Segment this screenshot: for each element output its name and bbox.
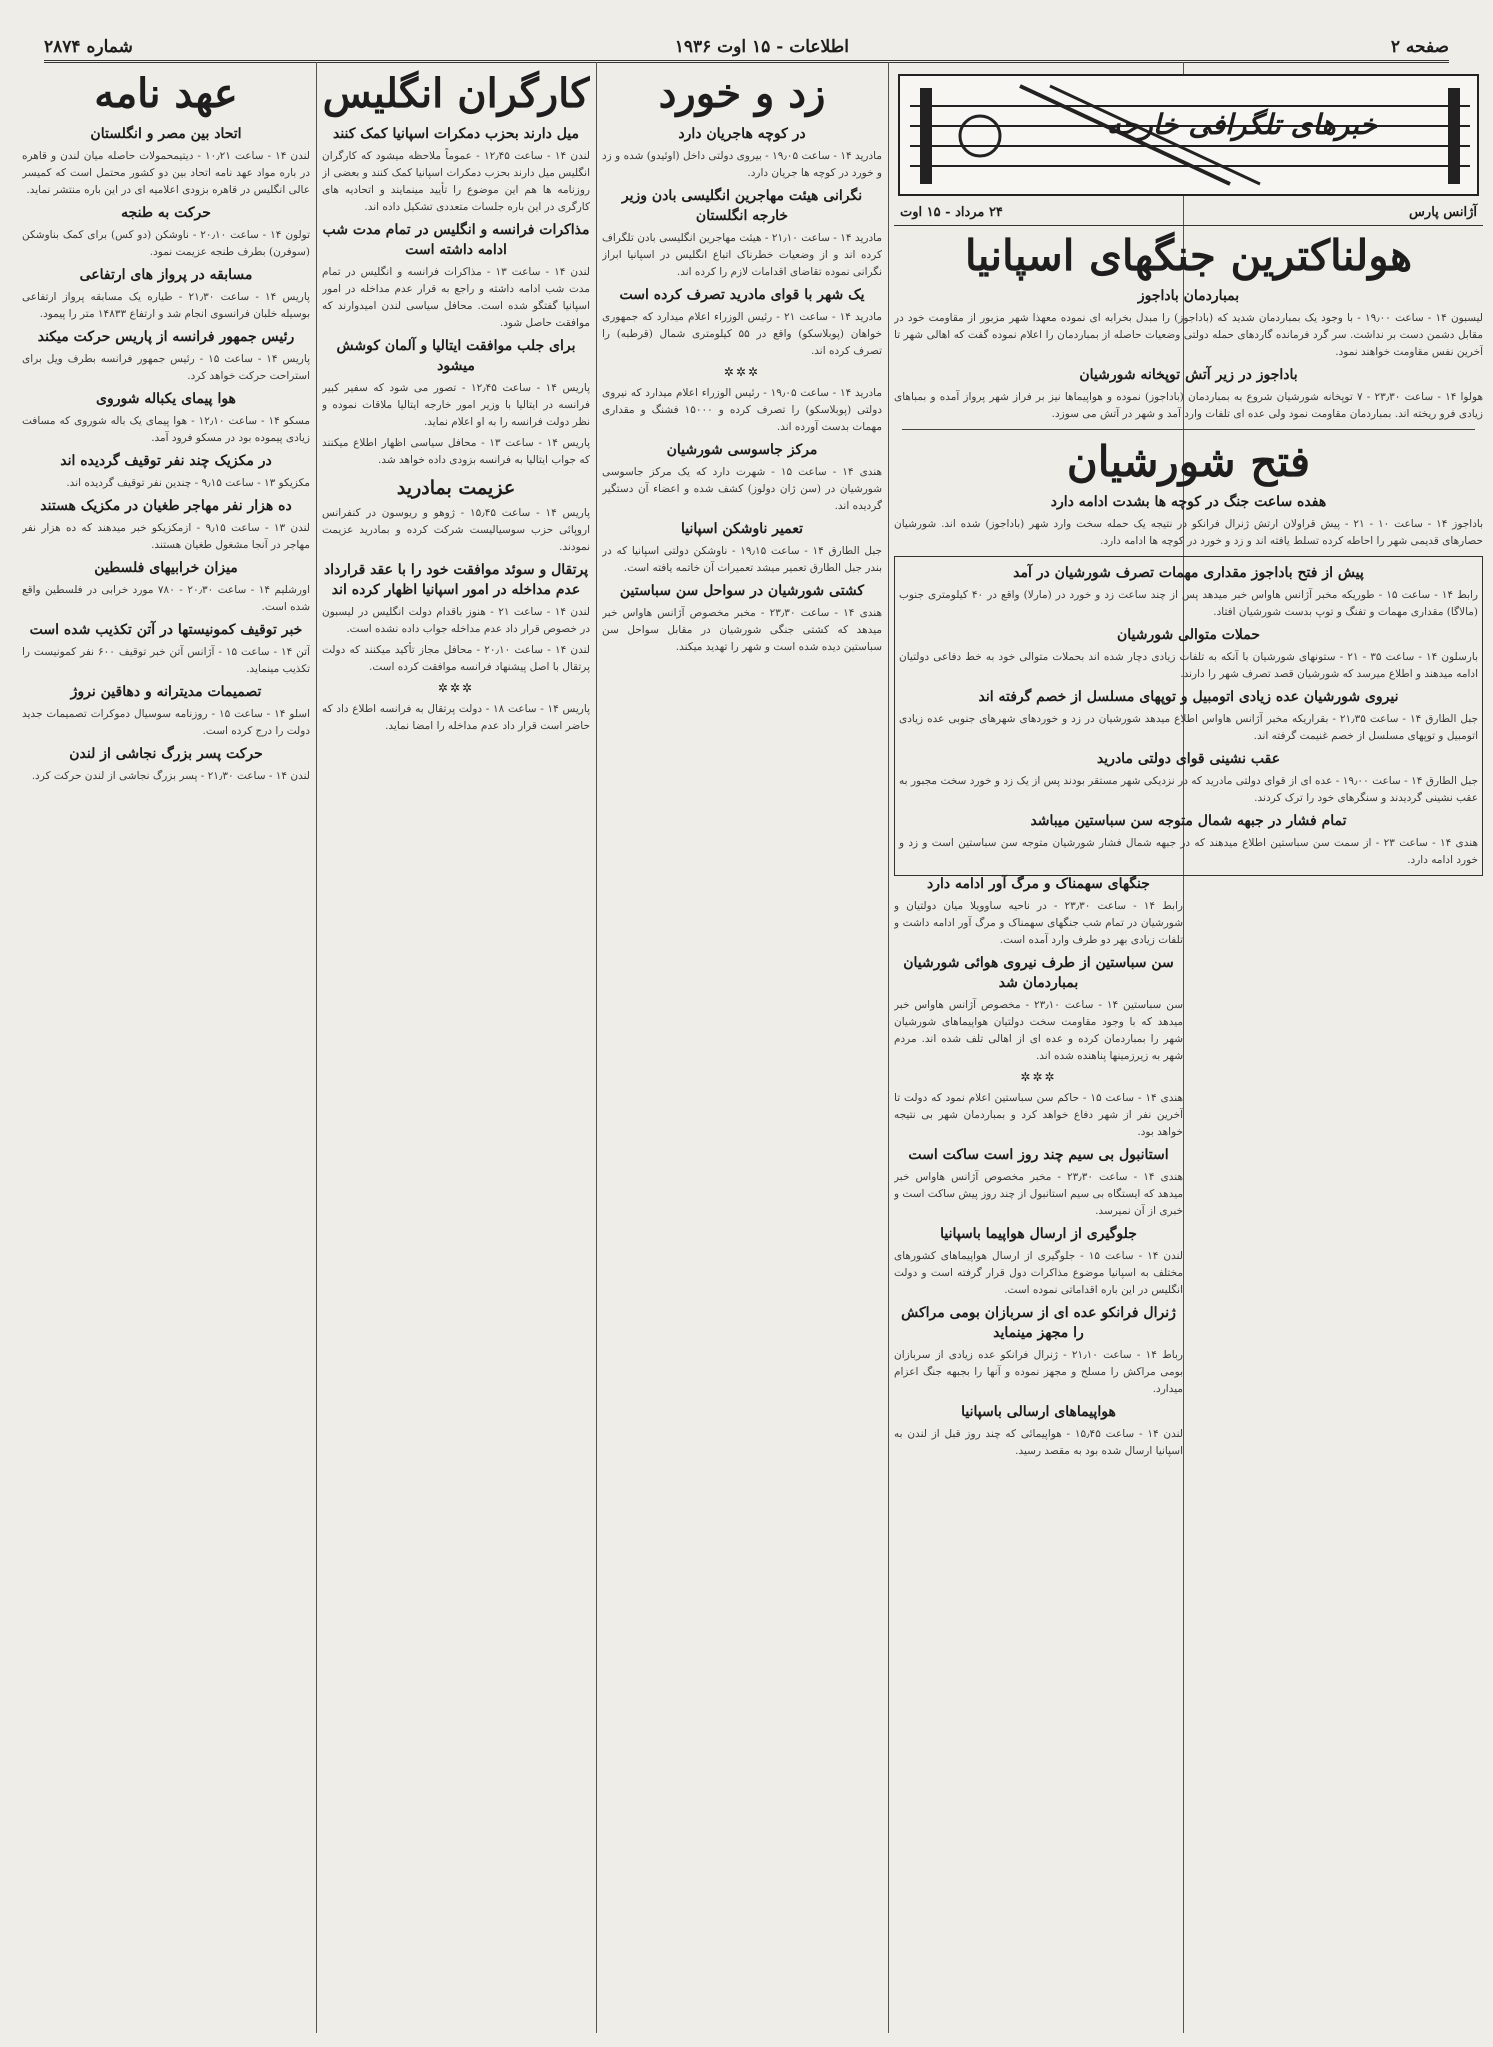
headline-clash: زد و خورد <box>658 70 826 117</box>
subheadline: حملات متوالی شورشیان <box>1116 627 1261 643</box>
subheadline: مسابقه در پرواز های ارتفاعی <box>79 267 253 283</box>
subheadline: استانبول بی سیم چند روز است ساکت است <box>908 1147 1169 1163</box>
column-5 <box>22 68 310 2033</box>
subheadline: تمام فشار در جبهه شمال متوجه سن سباستین میباشد <box>1030 813 1347 829</box>
subheadline: نگرانی هیئت مهاجرین انگلیسی بادن وزیر خارجه انگلستان <box>621 188 863 224</box>
subheadline: پرتقال و سوئد موافقت خود را با عقد قرارداد عدم مداخله در امور اسپانیا اظهار کرده اند <box>323 562 589 598</box>
subheadline: عزیمت بمادرید <box>396 477 516 499</box>
subheadline: جنگهای سهمناک و مرگ آور ادامه دارد <box>927 876 1150 892</box>
divider <box>902 429 1475 430</box>
subheadline: در مکزیک چند نفر توقیف گردیده اند <box>60 453 272 469</box>
headline-victory: فتح شورشیان <box>1066 437 1311 486</box>
article-body: اورشلیم ۱۴ - ساعت ۲۰٫۳۰ - ۷۸۰ مورد خرابی در فلسطین واقع شده است. <box>22 584 310 613</box>
subheadline: خبر توقیف کمونیستها در آتن تکذیب شده است <box>29 622 303 638</box>
subheadline: تعمیر ناوشکن اسپانیا <box>681 521 803 537</box>
article-body: سن سباستین ۱۴ - ساعت ۲۳٫۱۰ - مخصوص آژانس هاواس خبر میدهد که با وجود مقاومت سخت دولتیان هواپیماهای شورشیان شهر را بمباردمان کرده و عده ای از اهالی تلف شده اند. مردم شهر به زیرزمینها پناهنده شده اند. <box>894 999 1183 1062</box>
article-body: مادرید ۱۴ - ساعت ۲۱ - رئیس الوزراء اعلام میدارد که جمهوری خواهان (پوبلاسکو) واقع در ۵۵ کیلومتری شمال (قرطبه) را تصرف کرده اند. <box>602 311 882 357</box>
article-body: تولون ۱۴ - ساعت ۲۰٫۱۰ - ناوشکن (دو کس) برای کمک بناوشکن (سوفرن) بطرف طنجه عزیمت نمود. <box>22 229 310 258</box>
subheadline: سن سباستین از طرف نیروی هوائی شورشیان بمباردمان شد <box>903 955 1174 991</box>
article-body: باداجوز ۱۴ - ساعت ۱۰ - ۲۱ - پیش قراولان ارتش ژنرال فرانکو در نتیجه یک حمله سخت وارد شهر (باداجوز) شده اند. شورشیان حصارهای قدیمی شهر را احاطه کرده تسلط یافته اند و زد و خورد در کوچه ها ادامه دارد. <box>894 518 1483 547</box>
article-body: هندی ۱۴ - ساعت ۲۳٫۳۰ - مخبر مخصوص آژانس هاواس خبر میدهد که ایستگاه بی سیم استانبول از چند روز پیش ساکت است و خبری از آن نمیرسد. <box>894 1171 1183 1217</box>
article-body: لندن ۱۳ - ساعت ۹٫۱۵ - ازمکزیکو خبر میدهند که ده هزار نفر مهاجر در آنجا مشغول طغیان هستند. <box>22 522 310 551</box>
article-body: آتن ۱۴ - ساعت ۱۵ - آژانس آتن خبر توقیف ۶۰۰ نفر کمونیست را تکذیب مینماید. <box>22 646 310 675</box>
article-body: هندی ۱۴ - ساعت ۱۵ - حاکم سن سباستین اعلام نمود که دولت تا آخرین نفر از شهر دفاع خواهد کرد و بمباردمان شهر بی نتیجه خواهد بود. <box>894 1092 1183 1138</box>
article-body: لندن ۱۴ - ساعت ۱۵ - جلوگیری از ارسال هواپیماهای کشورهای مختلف به اسپانیا موضوع مذاکرات دول قرار گرفته است و دولت انگلیس در این باره اقداماتی نموده است. <box>894 1250 1183 1296</box>
article-body: پاریس ۱۴ - ساعت ۱۳ - محافل سیاسی اظهار اطلاع میکنند که جواب ایتالیا به فرانسه بزودی داده خواهد شد. <box>322 437 590 466</box>
subheadline: نیروی شورشیان عده زیادی اتومبیل و توپهای مسلسل از خصم گرفته اند <box>978 689 1399 705</box>
issue-number: شماره ۲۸۷۴ <box>44 37 133 57</box>
column-4 <box>322 68 590 2033</box>
subheadline: هفده ساعت جنگ در کوچه ها بشدت ادامه دارد <box>1050 494 1327 510</box>
article-body: جبل الطارق ۱۴ - ساعت ۱۹٫۱۵ - ناوشکن دولتی اسپانیا که در بندر جبل الطارق تعمیر میشد تعمیرات آن خاتمه یافته است. <box>602 545 882 574</box>
subheadline: هوا پیمای یکباله شوروی <box>96 391 236 407</box>
subheadline: هواپیماهای ارسالی باسپانیا <box>961 1404 1116 1420</box>
article-body: رابط ۱۴ - ساعت ۲۳٫۳۰ - در ناحیه ساوویلا میان دولتیان و شورشیان در تمام شب جنگهای سهمناک و مرگ آور ادامه داشت و تلفات زیادی بهر دو طرف وارد آمده است. <box>894 900 1183 946</box>
subheadline: میل دارند بحزب دمکرات اسپانیا کمک کنند <box>332 126 580 142</box>
column-2 <box>894 870 1183 2033</box>
subheadline: حرکت به طنجه <box>121 205 211 221</box>
issue-date: اطلاعات - ۱۵ اوت ۱۹۳۶ <box>674 37 849 57</box>
article-body: اسلو ۱۴ - ساعت ۱۵ - روزنامه سوسیال دموکرات تصمیمات جدید دولت را درج کرده است. <box>22 708 310 737</box>
subheadline: در کوچه هاجریان دارد <box>678 126 806 142</box>
dateline <box>894 204 1483 226</box>
article-body: مادرید ۱۴ - ساعت ۲۱٫۱۰ - هیئت مهاجرین انگلیسی بادن تلگراف کرده اند و از وضعیات خطرناک اتباع انگلیس در اسپانیا ابراز نگرانی نموده تقاضای اقدامات لازم را کرده اند. <box>602 232 882 278</box>
subheadline: ژنرال فرانکو عده ای از سربازان بومی مراکش را مجهز مینماید <box>901 1305 1176 1341</box>
column-rule <box>888 62 889 2033</box>
subheadline: میزان خرابیهای فلسطین <box>94 560 238 576</box>
article-body: مسکو ۱۴ - ساعت ۱۲٫۱۰ - هوا پیمای یک باله شوروی که مسافت زیادی پیموده بود در مسکو فرود آمد. <box>22 415 310 444</box>
separator-stars: ✲✲✲ <box>437 681 475 695</box>
article-body: لندن ۱۴ - ساعت ۱۳ - مذاکرات فرانسه و انگلیس در تمام مدت شب ادامه داشته و راجع به قرار عدم مداخله در امور اسپانیا گفتگو شده است. محافل سیاسی لندن امیدوارند که موافقت حاصل شود. <box>322 266 590 329</box>
subheadline: حرکت پسر بزرگ نجاشی از لندن <box>69 746 263 762</box>
subheadline: ده هزار نفر مهاجر طغیان در مکزیک هستند <box>40 498 292 514</box>
telegram-news-logo <box>898 74 1479 196</box>
article-body: لندن ۱۴ - ساعت ۲۱ - هنوز باقدام دولت انگلیس در لیسبون در خصوص قرار داد عدم مداخله جواب داده نشده است. <box>322 606 590 635</box>
article-body: لندن ۱۴ - ساعت ۲۰٫۱۰ - محافل مجاز تأکید میکنند که دولت پرتقال با اصل پیشنهاد فرانسه موافقت کرده است. <box>322 644 590 673</box>
article-body: هولوا ۱۴ - ساعت ۲۳٫۳۰ - ۷ توپخانه شورشیان شروع به بمباردمان (باداجوز) نموده و هواپیماها نیز بر فراز شهر پرواز آمده و بمباهای زیادی فرو ریخته اند. بمباردمان مقاومت نمود ولی عده ای تلفات وارد آمد و شهر در آتش می سوزد. <box>894 391 1483 420</box>
news-date: ۲۴ مرداد - ۱۵ اوت <box>900 205 1003 220</box>
subheadline: جلوگیری از ارسال هواپیما باسپانیا <box>940 1226 1137 1242</box>
logo-text: خبرهای تلگرافی خارجه <box>1106 108 1377 141</box>
article-body: هندی ۱۴ - ساعت ۲۳٫۳۰ - مخبر مخصوص آژانس هاواس خبر میدهد که کشتی جنگی شورشیان در مقابل سواحل سن سباستین دیده شده است و شهر را تهدید میکند. <box>602 607 882 653</box>
headline-treaty: عهد نامه <box>94 70 238 117</box>
article-body: لندن ۱۴ - ساعت ۱۵٫۴۵ - هواپیمائی که چند روز قبل از لندن به اسپانیا ارسال شده بود به مقصد رسید. <box>894 1428 1183 1457</box>
article-body: رابط ۱۴ - ساعت ۱۵ - طوریکه مخبر آژانس هاواس خبر میدهد پس از چند ساعت زد و خورد در (مارلا) واقع در ۴۰ کیلومتری جنوب (مالاگا) مقداری مهمات و تفنگ و توپ بدست شورشیان افتاد. <box>899 589 1478 618</box>
article-body: هندی ۱۴ - ساعت ۲۳ - از سمت سن سباستین اطلاع میدهند که در جبهه شمال فشار شورشیان متوجه سن سباستین است و زد و خورد ادامه دارد. <box>899 837 1478 866</box>
article-body: هندی ۱۴ - ساعت ۱۵ - شهرت دارد که یک مرکز جاسوسی شورشیان در (سن ژان دولوز) کشف شده و اعضاء آن دستگیر گردیده اند. <box>602 466 882 512</box>
article-body: پاریس ۱۴ - ساعت ۱۲٫۴۵ - تصور می شود که سفیر کبیر فرانسه در ایتالیا با وزیر امور خارجه ایتالیا ملاقات نموده و نظر دولت فرانسه را به او اعلام نماید. <box>322 382 590 428</box>
subheadline: رئیس جمهور فرانسه از پاریس حرکت میکند <box>37 329 295 345</box>
article-body: پاریس ۱۴ - ساعت ۱۸ - دولت پرتقال به فرانسه اطلاع داد که حاضر است قرار داد عدم مداخله را امضا نماید. <box>322 703 590 732</box>
article-body: لندن ۱۴ - ساعت ۱۰٫۲۱ - دیتیمحمولات حاصله میان لندن و قاهره در باره مواد عهد نامه اتحاد بین دو کشور محتمل است که کمیسر عالی انگلیس در قاهره بزودی اعلامیه ای در این باره منتشر نماید. <box>22 150 310 196</box>
subheadline: مذاکرات فرانسه و انگلیس در تمام مدت شب ادامه داشته است <box>322 222 590 258</box>
article-body: مکزیکو ۱۳ - ساعت ۹٫۱۵ - چندین نفر توقیف گردیده اند. <box>66 477 310 489</box>
article-body: رباط ۱۴ - ساعت ۲۱٫۱۰ - ژنرال فرانکو عده زیادی از سربازان بومی مراکش را مسلح و مجهز نموده و آنها را بجبهه جنگ اعزام میدارد. <box>894 1349 1183 1395</box>
article-body: مادرید ۱۴ - ساعت ۱۹٫۰۵ - بیروی دولتی داخل (اوئیدو) شده و زد و خورد در کوچه ها جریان دارد. <box>602 150 882 179</box>
page-number: صفحه ۲ <box>1390 37 1449 57</box>
article-body: پاریس ۱۴ - ساعت ۲۱٫۳۰ - طیاره یک مسابقه پرواز ارتفاعی بوسیله خلبان فرانسوی انجام شد و ارتفاع ۱۴۸۳۳ متر را پیمود. <box>22 291 310 320</box>
boxed-article <box>894 556 1483 876</box>
headline-workers: کارگران انگلیس <box>322 70 590 117</box>
subheadline: پیش از فتح باداجوز مقداری مهمات تصرف شورشیان در آمد <box>1013 565 1364 581</box>
subheadline: یک شهر با قوای مادرید تصرف کرده است <box>619 287 865 303</box>
subheadline: باداجوز در زیر آتش توپخانه شورشیان <box>1079 367 1298 383</box>
article-body: پاریس ۱۴ - ساعت ۱۵ - رئیس جمهور فرانسه بطرف ویل برای استراحت حرکت خواهد کرد. <box>22 353 310 382</box>
article-body: پاریس ۱۴ - ساعت ۱۵٫۴۵ - ژوهو و ریوسون در کنفرانس اروپائی حزب سوسیالیست شرکت کرده و بمادرید عزیمت نمودند. <box>322 507 590 553</box>
subheadline: بمباردمان باداجوز <box>1137 288 1240 304</box>
article-body: جبل الطارق ۱۴ - ساعت ۱۹٫۰۰ - عده ای از قوای دولتی مادرید که در نزدیکی شهر مستقر بودند پس از یک زد و خورد سخت مجبور به عقب نشینی گردیدند و سنگرهای خود را ترک کردند. <box>899 775 1478 804</box>
subheadline: برای جلب موافقت ایتالیا و آلمان کوشش میشود <box>336 338 576 374</box>
column-rule <box>316 62 317 2033</box>
column-rule <box>596 62 597 2033</box>
news-source: آژانس پارس <box>1409 205 1477 220</box>
article-body: لیسبون ۱۴ - ساعت ۱۹٫۰۰ - با وجود یک بمباردمان شدید که (باداجوز) را مبدل بخرابه ای نموده معهذا شهر مزبور از مقاومت خود در مقابل دشمن دست بر نداشت. سر گرد فرمانده گاردهای حمله دولتی وضعیات حاصله از بمباردمان را اعلام نموده گفت که اهالی شهر تا آخرین نفس مقاومت خواهند نمود. <box>894 312 1483 358</box>
masthead <box>44 34 1449 63</box>
column-3 <box>602 68 882 2033</box>
article-body: لندن ۱۴ - ساعت ۲۱٫۳۰ - پسر بزرگ نجاشی از لندن حرکت کرد. <box>31 770 310 782</box>
main-headline: هولناکترین جنگهای اسپانیا <box>964 231 1413 280</box>
subheadline: اتحاد بین مصر و انگلستان <box>90 126 242 142</box>
subheadline: عقب نشینی قوای دولتی مادرید <box>1096 751 1281 767</box>
separator-stars: ✲✲✲ <box>723 365 761 379</box>
separator-stars: ✲✲✲ <box>1020 1070 1057 1084</box>
subheadline: کشتی شورشیان در سواحل سن سباستین <box>619 583 865 599</box>
article-body: جبل الطارق ۱۴ - ساعت ۲۱٫۳۵ - بقراریکه مخبر آژانس هاواس اطلاع میدهد شورشیان در زد و خوردهای شهرهای جنوبی عده زیادی اتومبیل و توپهای مسلسل از خصم غنیمت گرفته اند. <box>899 713 1478 742</box>
subheadline: تصمیمات مدیترانه و دهاقین نروژ <box>70 684 262 700</box>
article-body: مادرید ۱۴ - ساعت ۱۹٫۰۵ - رئیس الوزراء اعلام میدارد که نیروی دولتی (پوبلاسکو) را تصرف کرده و ۱۵۰۰۰ فشنگ و مقداری مهمات بدست آورده اند. <box>602 387 882 433</box>
article-body: لندن ۱۴ - ساعت ۱۲٫۴۵ - عموماً ملاحظه میشود که کارگران انگلیس میل دارند بحزب دمکرات اسپانیا کمک کنند و بعضی از روزنامه ها هم این موضوع را تأیید مینمایند و اتحادیه های کارگری در این باره جلسات متعددی تشکیل داده اند. <box>322 150 590 213</box>
article-body: بارسلون ۱۴ - ساعت ۳۵ - ۲۱ - ستونهای شورشیان با آنکه به تلفات زیادی دچار شده اند بحملات متوالی خود به خط دفاعی دولتیان ادامه میدهند و اطلاع میرسد که شورشیان قصد تصرف شهر را دارند. <box>899 651 1478 680</box>
subheadline: مرکز جاسوسی شورشیان <box>666 442 818 458</box>
